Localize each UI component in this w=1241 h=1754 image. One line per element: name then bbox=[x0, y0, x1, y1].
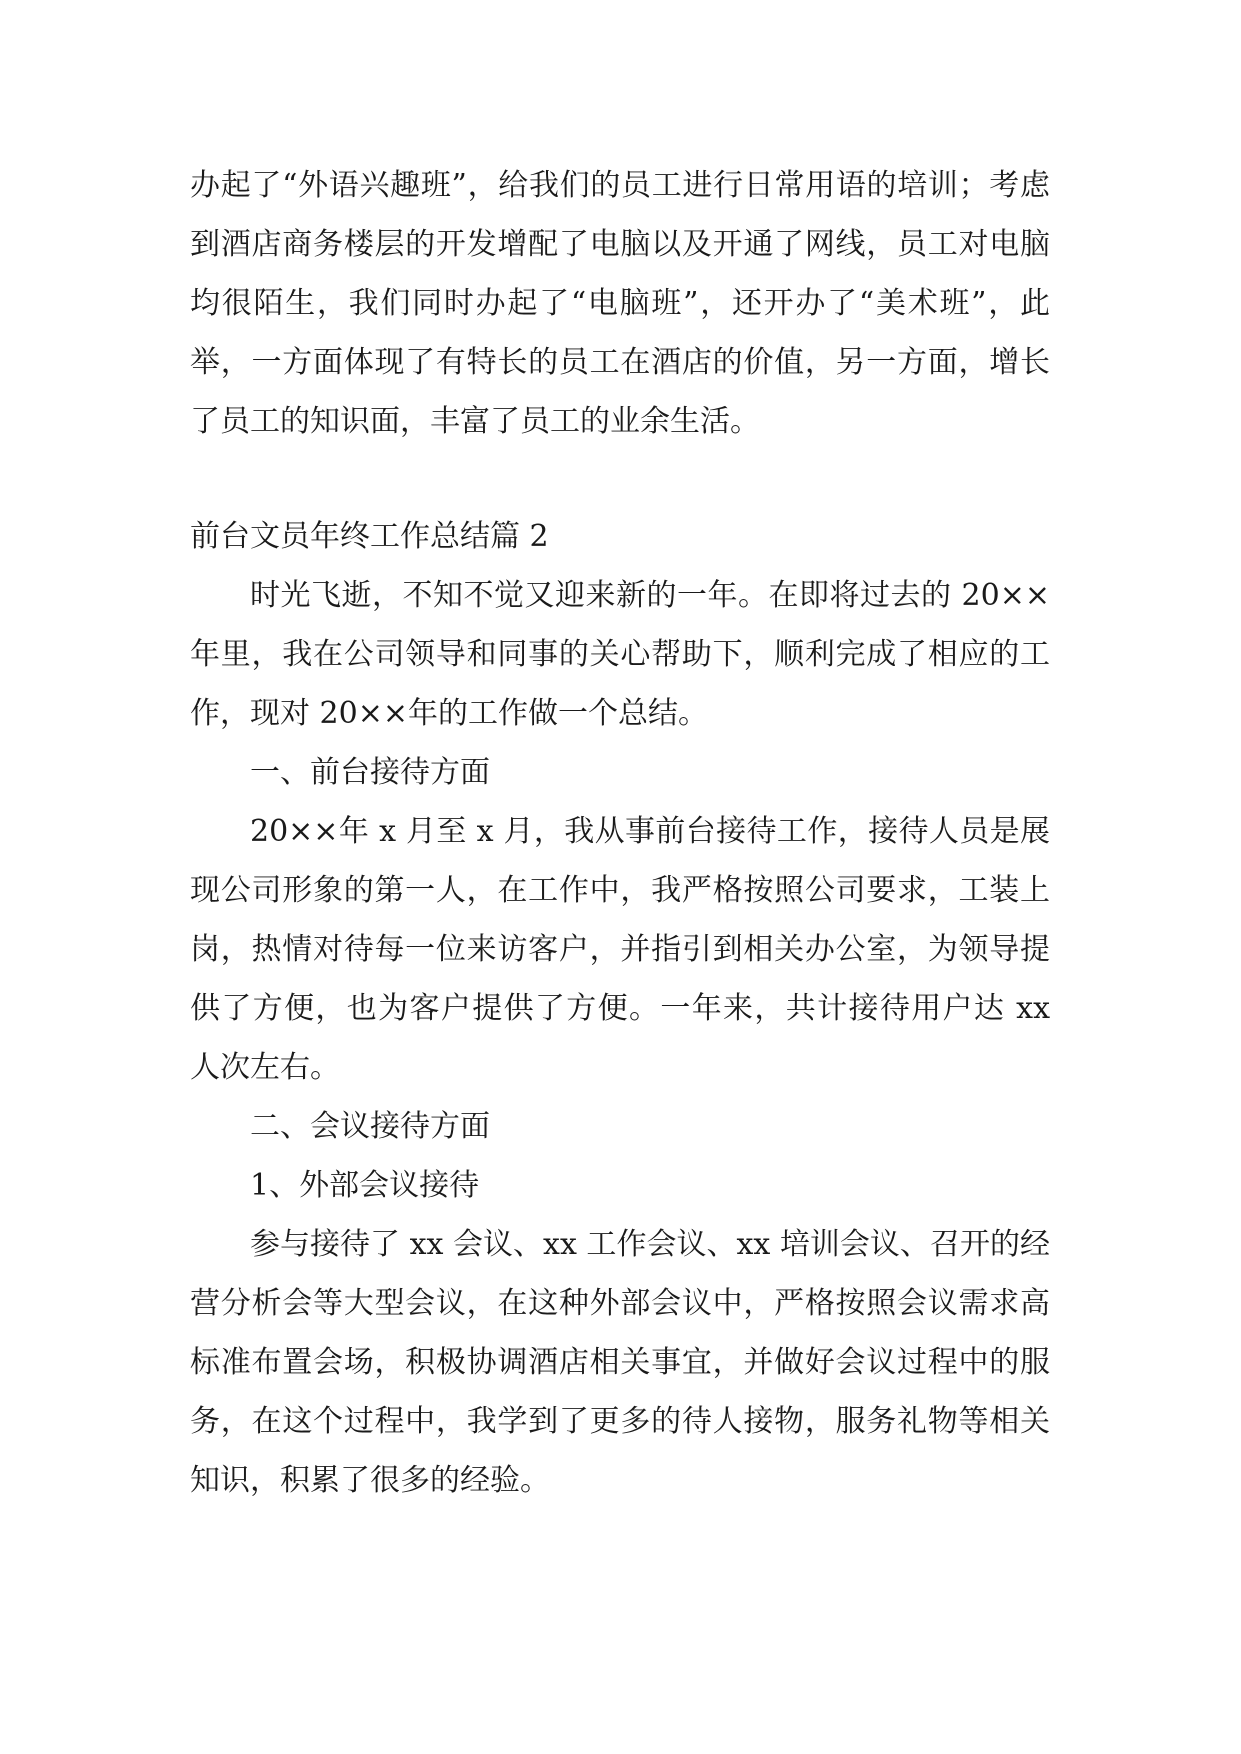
paragraph-opening: 时光飞逝，不知不觉又迎来新的一年。在即将过去的 20××年里，我在公司领导和同事的关心帮助下，顺利完成了相应的工作，现对 20××年的工作做一个总结。 bbox=[190, 578, 1050, 731]
subheading-front-desk: 一、前台接待方面 bbox=[250, 755, 490, 790]
intro-paragraph: 办起了“外语兴趣班”，给我们的员工进行日常用语的培训；考虑到酒店商务楼层的开发增配了电脑以及开通了网线，员工对电脑均很陌生，我们同时办起了“电脑班”，还开办了“美术班”，此举，一方面体现了有特长的员工在酒店的价值，另一方面，增长了员工的知识面，丰富了员工的业余生活。 bbox=[190, 168, 1050, 439]
document-body bbox=[190, 156, 1050, 1510]
paragraph-external-meeting: 参与接待了 xx 会议、xx 工作会议、xx 培训会议、召开的经营分析会等大型会议，在这种外部会议中，严格按照会议需求高标准布置会场，积极协调酒店相关事宜，并做好会议过程中的服务，在这个过程中，我学到了更多的待人接物，服务礼物等相关知识，积累了很多的经验。 bbox=[190, 1227, 1050, 1498]
section-title: 前台文员年终工作总结篇 2 bbox=[190, 519, 549, 554]
paragraph-front-desk: 20××年 x 月至 x 月，我从事前台接待工作，接待人员是展现公司形象的第一人，在工作中，我严格按照公司要求，工装上岗，热情对待每一位来访客户，并指引到相关办公室，为领导提供了方便，也为客户提供了方便。一年来，共计接待用户达 xx 人次左右。 bbox=[190, 814, 1050, 1085]
subheading-meeting: 二、会议接待方面 bbox=[250, 1109, 490, 1144]
subheading-external-meeting: 1、外部会议接待 bbox=[250, 1168, 480, 1203]
